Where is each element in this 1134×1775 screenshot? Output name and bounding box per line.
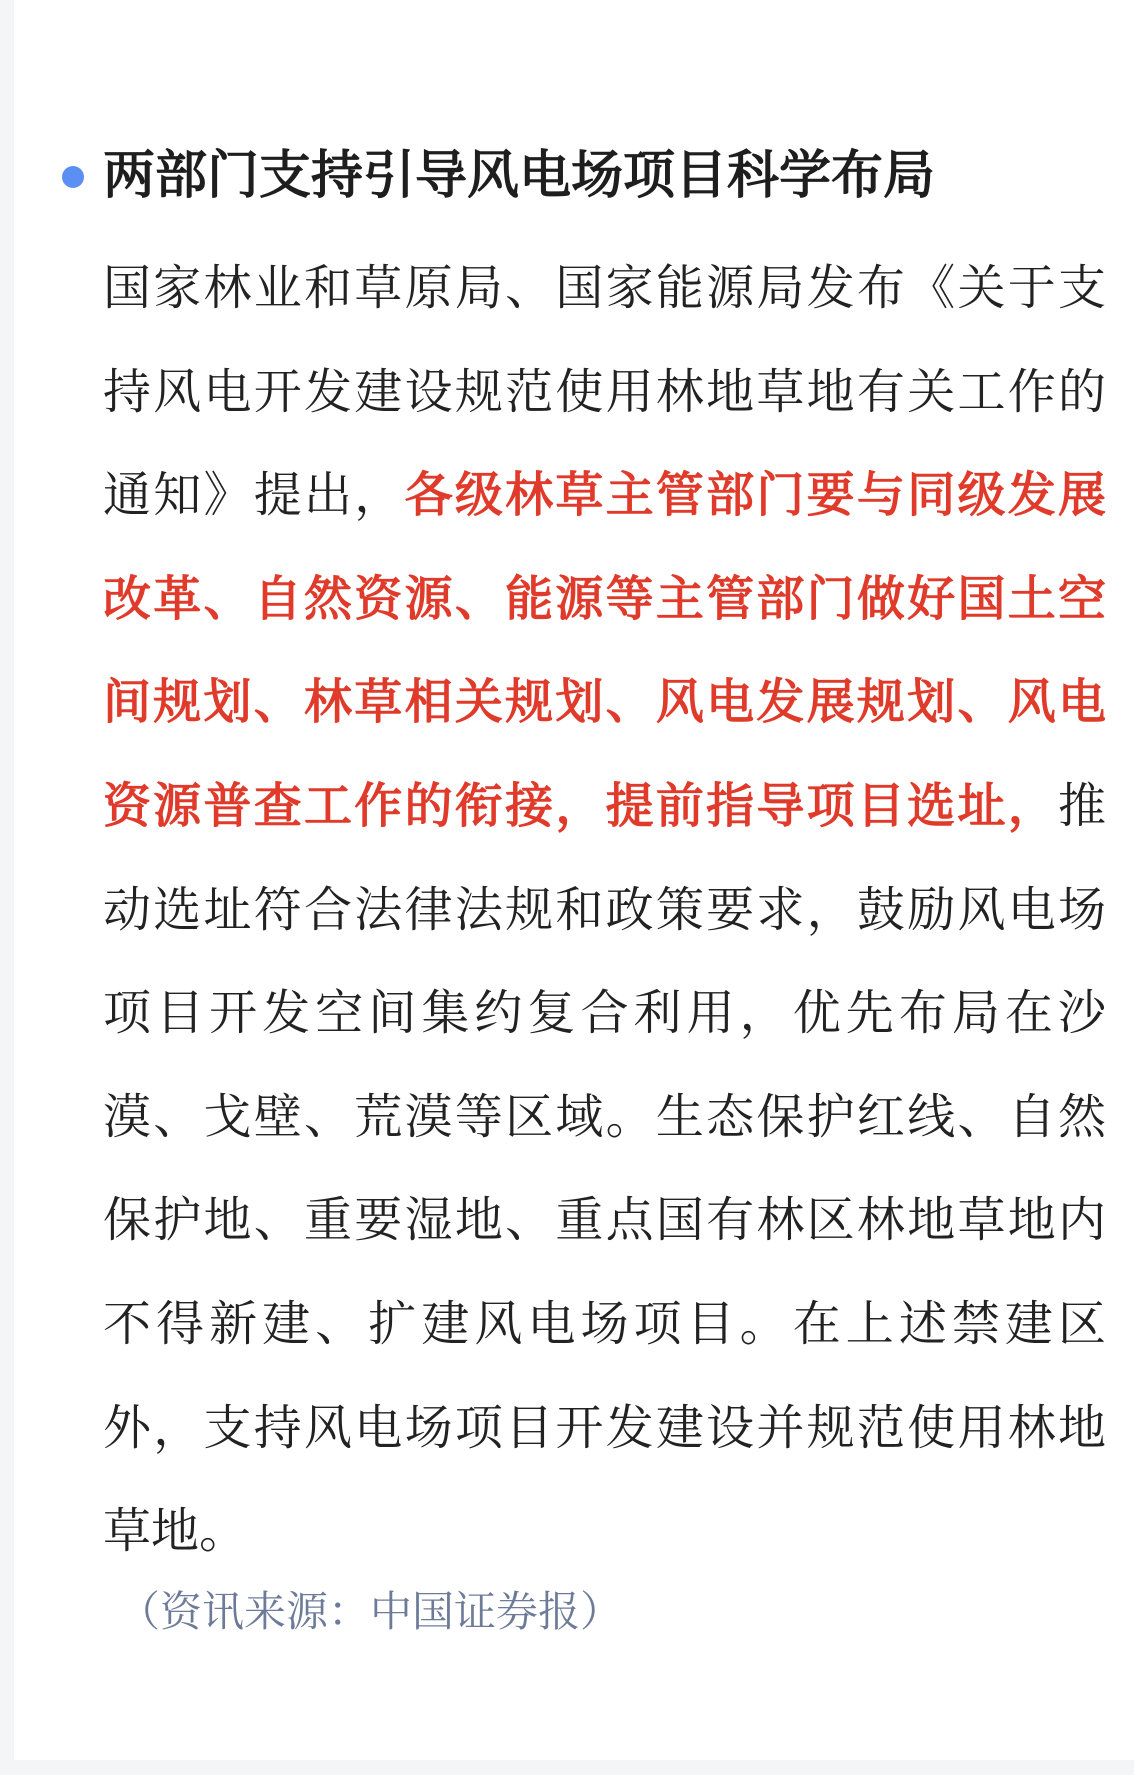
body-text-intro: 国家林业和草原局、国家能源局发布《关于支持风电开发建设规范使用林地草地有关工作的通知》提出，: [103, 260, 1106, 524]
article-title: 两部门支持引导风电场项目科学布局: [103, 146, 936, 206]
body-text-rest: 推动选址符合法律法规和政策要求，鼓励风电场项目开发空间集约复合利用，优先布局在沙漠、戈壁、荒漠等区域。生态保护红线、自然保护地、重要湿地、重点国有林区林地草地内不得新建、扩建风电场项目。在上述禁建区外，支持风电场项目开发建设并规范使用林地草地。: [103, 777, 1106, 1560]
article-body: [103, 237, 1106, 1584]
bottom-divider: [0, 1760, 1134, 1775]
bullet-dot-icon: [62, 166, 84, 188]
article-source: （资讯来源：中国证券报）: [118, 1587, 623, 1636]
body-text-highlight: 各级林草主管部门要与同级发展改革、自然资源、能源等主管部门做好国土空间规划、林草相关规划、风电发展规划、风电资源普查工作的衔接，提前指导项目选址，: [103, 467, 1106, 834]
